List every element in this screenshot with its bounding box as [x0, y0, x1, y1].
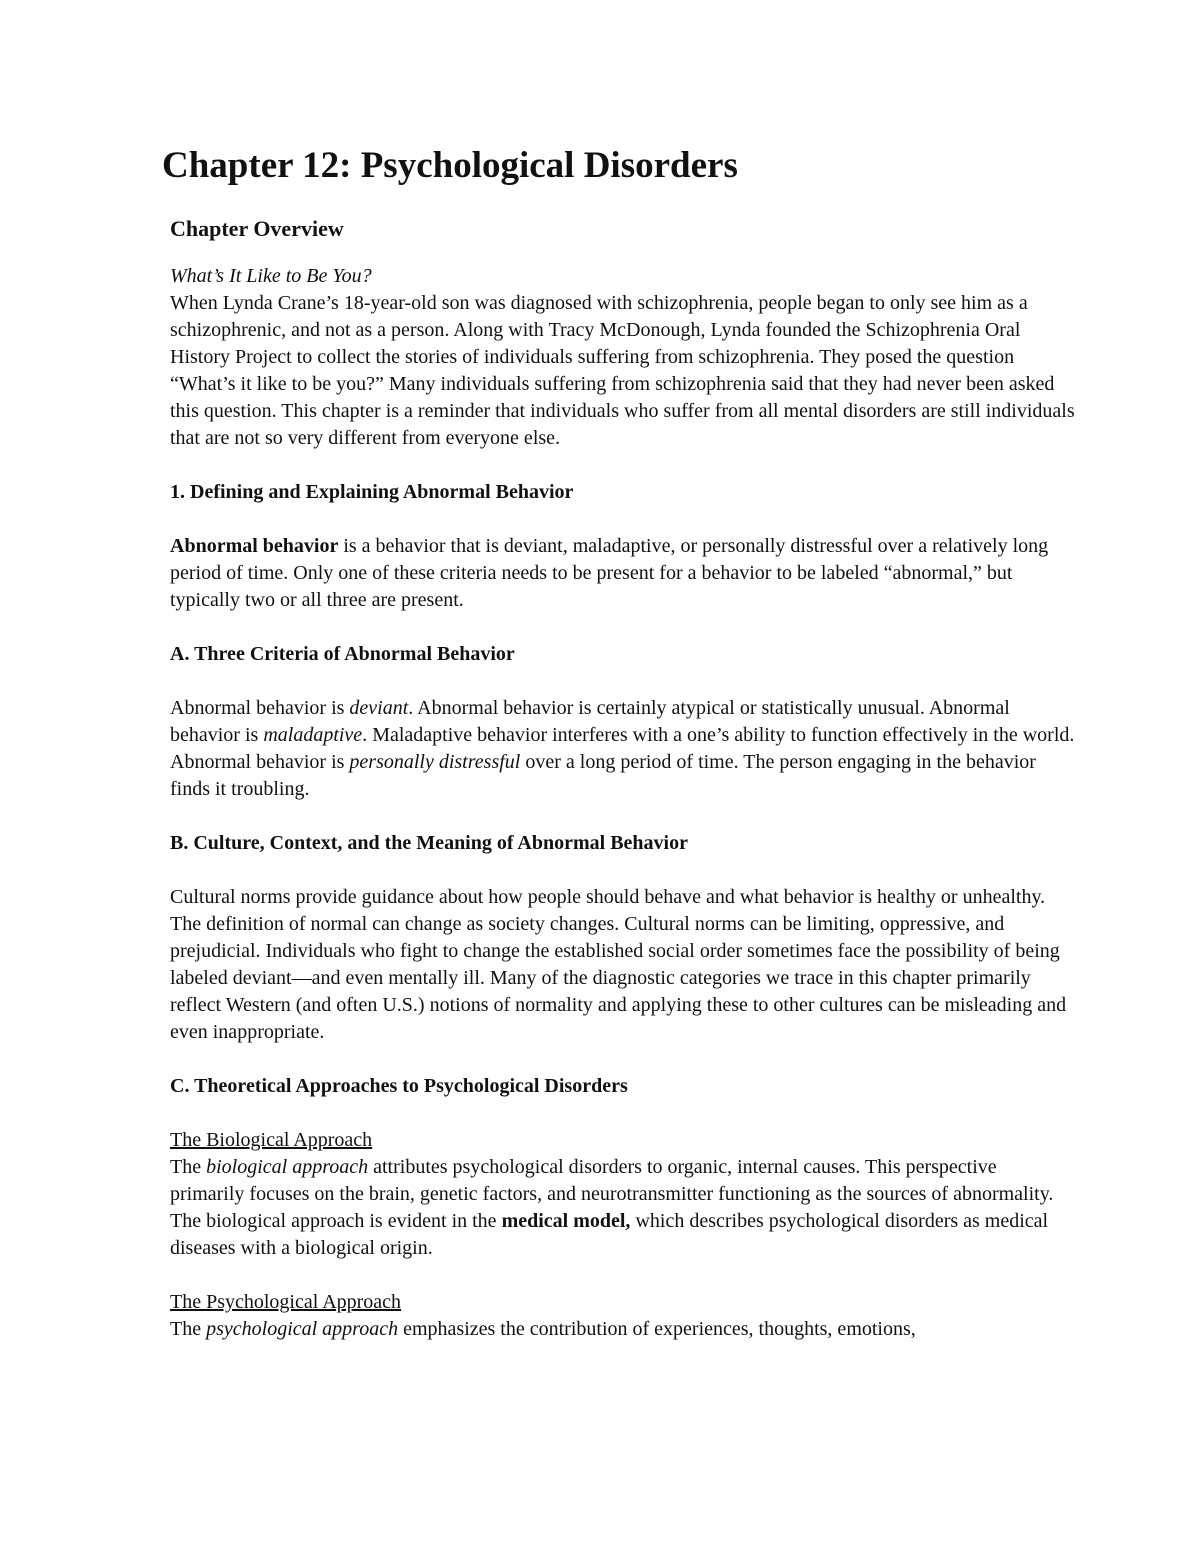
section-a-text-4: over a long period of time. The person engaging in the behavior finds it troubling.: [170, 751, 1036, 800]
bio-text-3: which describes psychological disorders as medical diseases with a biological origin.: [170, 1210, 1049, 1259]
biological-approach-paragraph: [170, 1154, 1075, 1262]
section-a-text-3: . Maladaptive behavior interferes with a one’s ability to function effectively in the world. Abnormal behavior is: [170, 724, 1075, 773]
bio-text-1: The: [170, 1156, 207, 1178]
term-psychological-approach: psychological approach: [206, 1318, 399, 1340]
section-a-paragraph: [170, 695, 1075, 803]
section-a-text-1: Abnormal behavior is: [170, 697, 350, 719]
section-c-heading: C. Theoretical Approaches to Psychological Disorders: [170, 1075, 628, 1097]
section-a-heading: A. Three Criteria of Abnormal Behavior: [170, 643, 515, 665]
psych-text-1: The: [170, 1318, 207, 1340]
section-1-heading: 1. Defining and Explaining Abnormal Behavior: [170, 481, 574, 503]
term-personally-distressful: personally distressful: [349, 751, 521, 773]
term-abnormal-behavior: Abnormal behavior: [170, 535, 339, 557]
overview-paragraph: When Lynda Crane’s 18-year-old son was diagnosed with schizophrenia, people began to only see him as a schizophrenic, and not as a person. Along with Tracy McDonough, Lynda founded the Schizophrenia Oral History Project to collect the stories of individuals suffering from schizophrenia. They posed the question “What’s it like to be you?” Many individuals suffering from schizophrenia said that they had never been asked this question. This chapter is a reminder that individuals who suffer from all mental disorders are still individuals that are not so very different from everyone else.: [170, 292, 1075, 449]
section-b-heading: B. Culture, Context, and the Meaning of Abnormal Behavior: [170, 832, 688, 854]
chapter-title: Chapter 12: Psychological Disorders: [162, 145, 738, 186]
overview-heading: Chapter Overview: [170, 216, 344, 241]
document-body: [170, 212, 1075, 1343]
term-maladaptive: maladaptive: [263, 724, 363, 746]
term-biological-approach: biological approach: [206, 1156, 369, 1178]
psych-text-2: emphasizes the contribution of experiences, thoughts, emotions,: [398, 1318, 916, 1340]
section-1-text: is a behavior that is deviant, maladaptive, or personally distressful over a relatively long period of time. Only one of these criteria needs to be present for a behavior to be labeled “abnormal,” but typically two or all three are present.: [170, 535, 1049, 611]
biological-approach-subheading: The Biological Approach: [170, 1129, 373, 1151]
section-b-paragraph: Cultural norms provide guidance about how people should behave and what behavior is healthy or unhealthy. The definition of normal can change as society changes. Cultural norms can be limiting, oppressive, and prejudicial. Individuals who fight to change the established social order sometimes face the possibility of being labeled deviant—and even mentally ill. Many of the diagnostic categories we trace in this chapter primarily reflect Western (and often U.S.) notions of normality and applying these to other cultures can be misleading and even inappropriate.: [170, 886, 1067, 1043]
psychological-approach-paragraph: [170, 1316, 1075, 1343]
term-medical-model: medical model,: [501, 1210, 631, 1232]
section-a-text-2: . Abnormal behavior is certainly atypical or statistically unusual. Abnormal behavior is: [170, 697, 1010, 746]
term-deviant: deviant: [349, 697, 409, 719]
overview-subheading: What’s It Like to Be You?: [170, 265, 372, 287]
section-1-paragraph: [170, 533, 1075, 614]
psychological-approach-subheading: The Psychological Approach: [170, 1291, 402, 1313]
bio-text-2: attributes psychological disorders to organic, internal causes. This perspective primarily focuses on the brain, genetic factors, and neurotransmitter functioning as the sources of abnormality. The biological approach is evident in the: [170, 1156, 1054, 1232]
